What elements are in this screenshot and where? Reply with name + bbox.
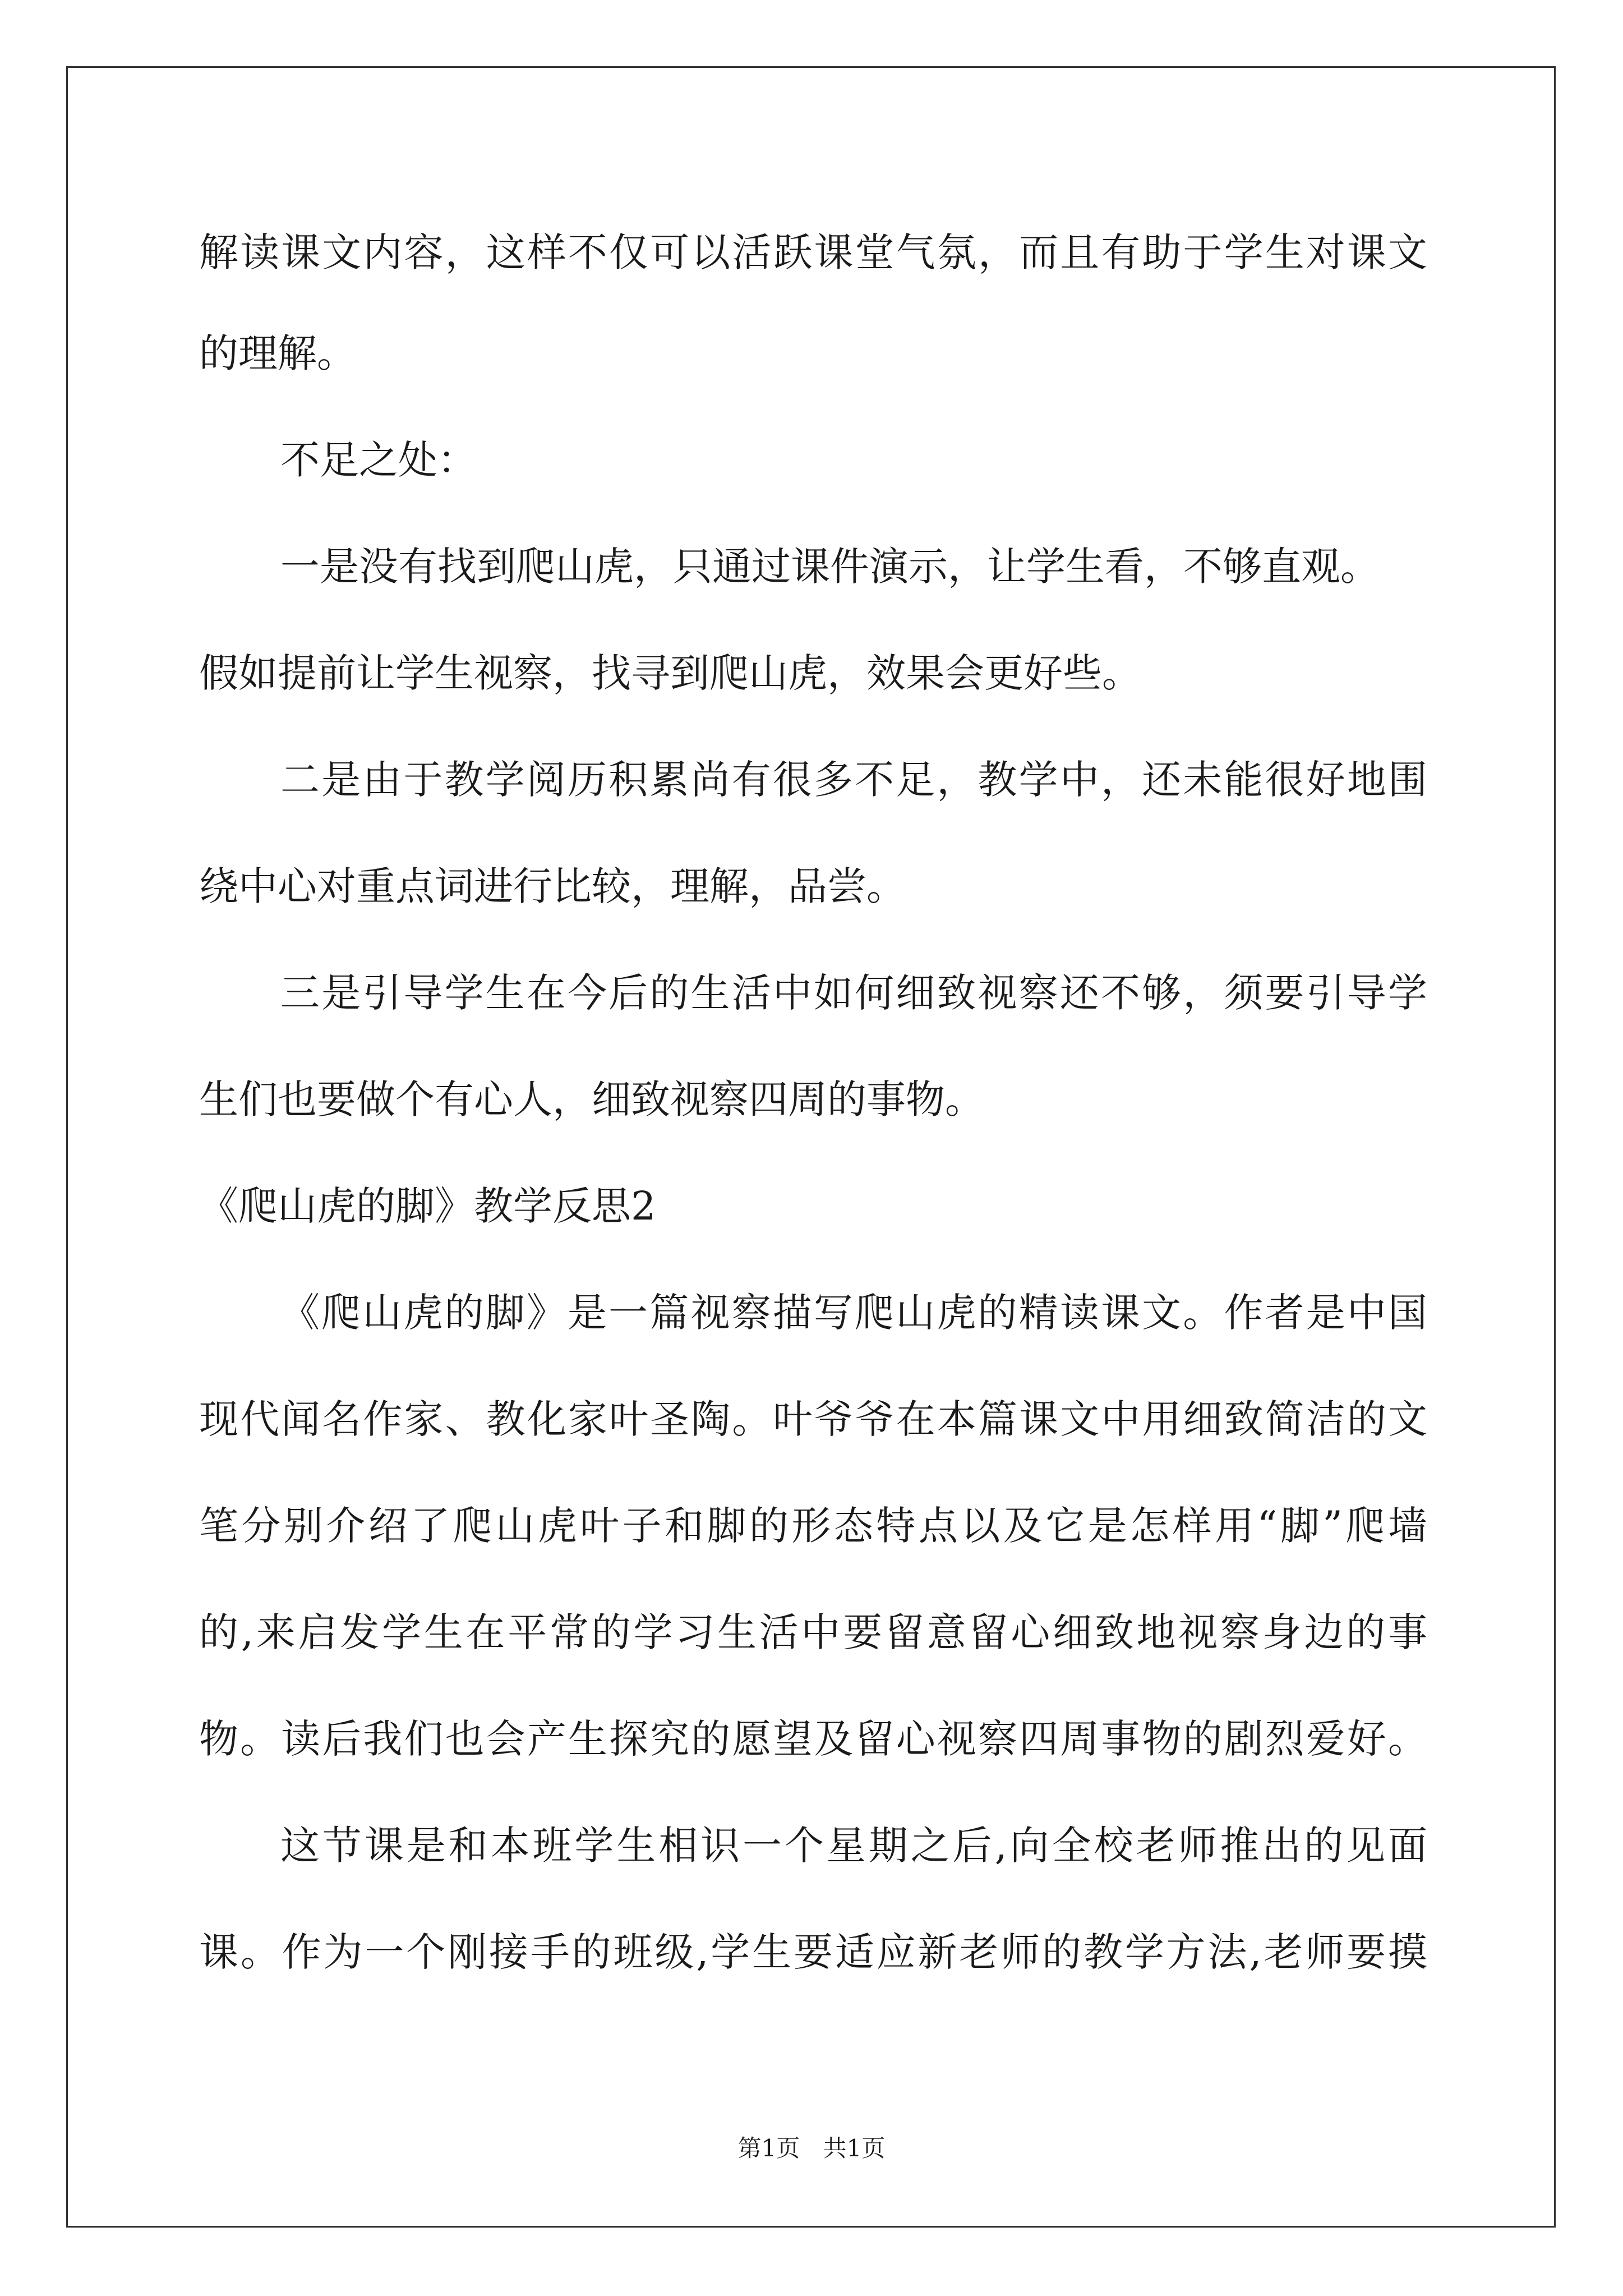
text-line: 物。读后我们也会产生探究的愿望及留心视察四周事物的剧烈爱好。 <box>199 1716 1427 1762</box>
page-total: 共1页 <box>823 2134 886 2162</box>
page-border <box>66 66 1556 2228</box>
text-line: 三是引导学生在今后的生活中如何细致视察还不够，须要引导学 <box>280 970 1427 1016</box>
section-heading: 《爬山虎的脚》教学反思2 <box>199 1183 656 1229</box>
text-line: 假如提前让学生视察，找寻到爬山虎，效果会更好些。 <box>199 650 1141 696</box>
page-footer <box>0 2132 1623 2165</box>
text-line: 《爬山虎的脚》是一篇视察描写爬山虎的精读课文。作者是中国 <box>280 1290 1427 1336</box>
text-line: 二是由于教学阅历积累尚有很多不足，教学中，还未能很好地围 <box>280 757 1427 803</box>
text-line: 不足之处： <box>280 437 477 483</box>
text-line: 的理解。 <box>199 330 356 376</box>
text-line: 这节课是和本班学生相识一个星期之后,向全校老师推出的见面 <box>280 1823 1427 1869</box>
text-line: 生们也要做个有心人，细致视察四周的事物。 <box>199 1076 984 1122</box>
text-line: 课。作为一个刚接手的班级,学生要适应新老师的教学方法,老师要摸 <box>199 1929 1427 1975</box>
text-line: 解读课文内容，这样不仅可以活跃课堂气氛，而且有助于学生对课文 <box>199 229 1427 275</box>
text-line: 的,来启发学生在平常的学习生活中要留意留心细致地视察身边的事 <box>199 1609 1427 1655</box>
text-line: 一是没有找到爬山虎，只通过课件演示，让学生看，不够直观。 <box>280 544 1380 590</box>
text-line: 绕中心对重点词进行比较，理解，品尝。 <box>199 863 906 909</box>
text-line: 笔分别介绍了爬山虎叶子和脚的形态特点以及它是怎样用“脚”爬墙 <box>199 1503 1427 1549</box>
page-number: 第1页 <box>737 2134 800 2162</box>
text-line: 现代闻名作家、教化家叶圣陶。叶爷爷在本篇课文中用细致简洁的文 <box>199 1396 1427 1442</box>
